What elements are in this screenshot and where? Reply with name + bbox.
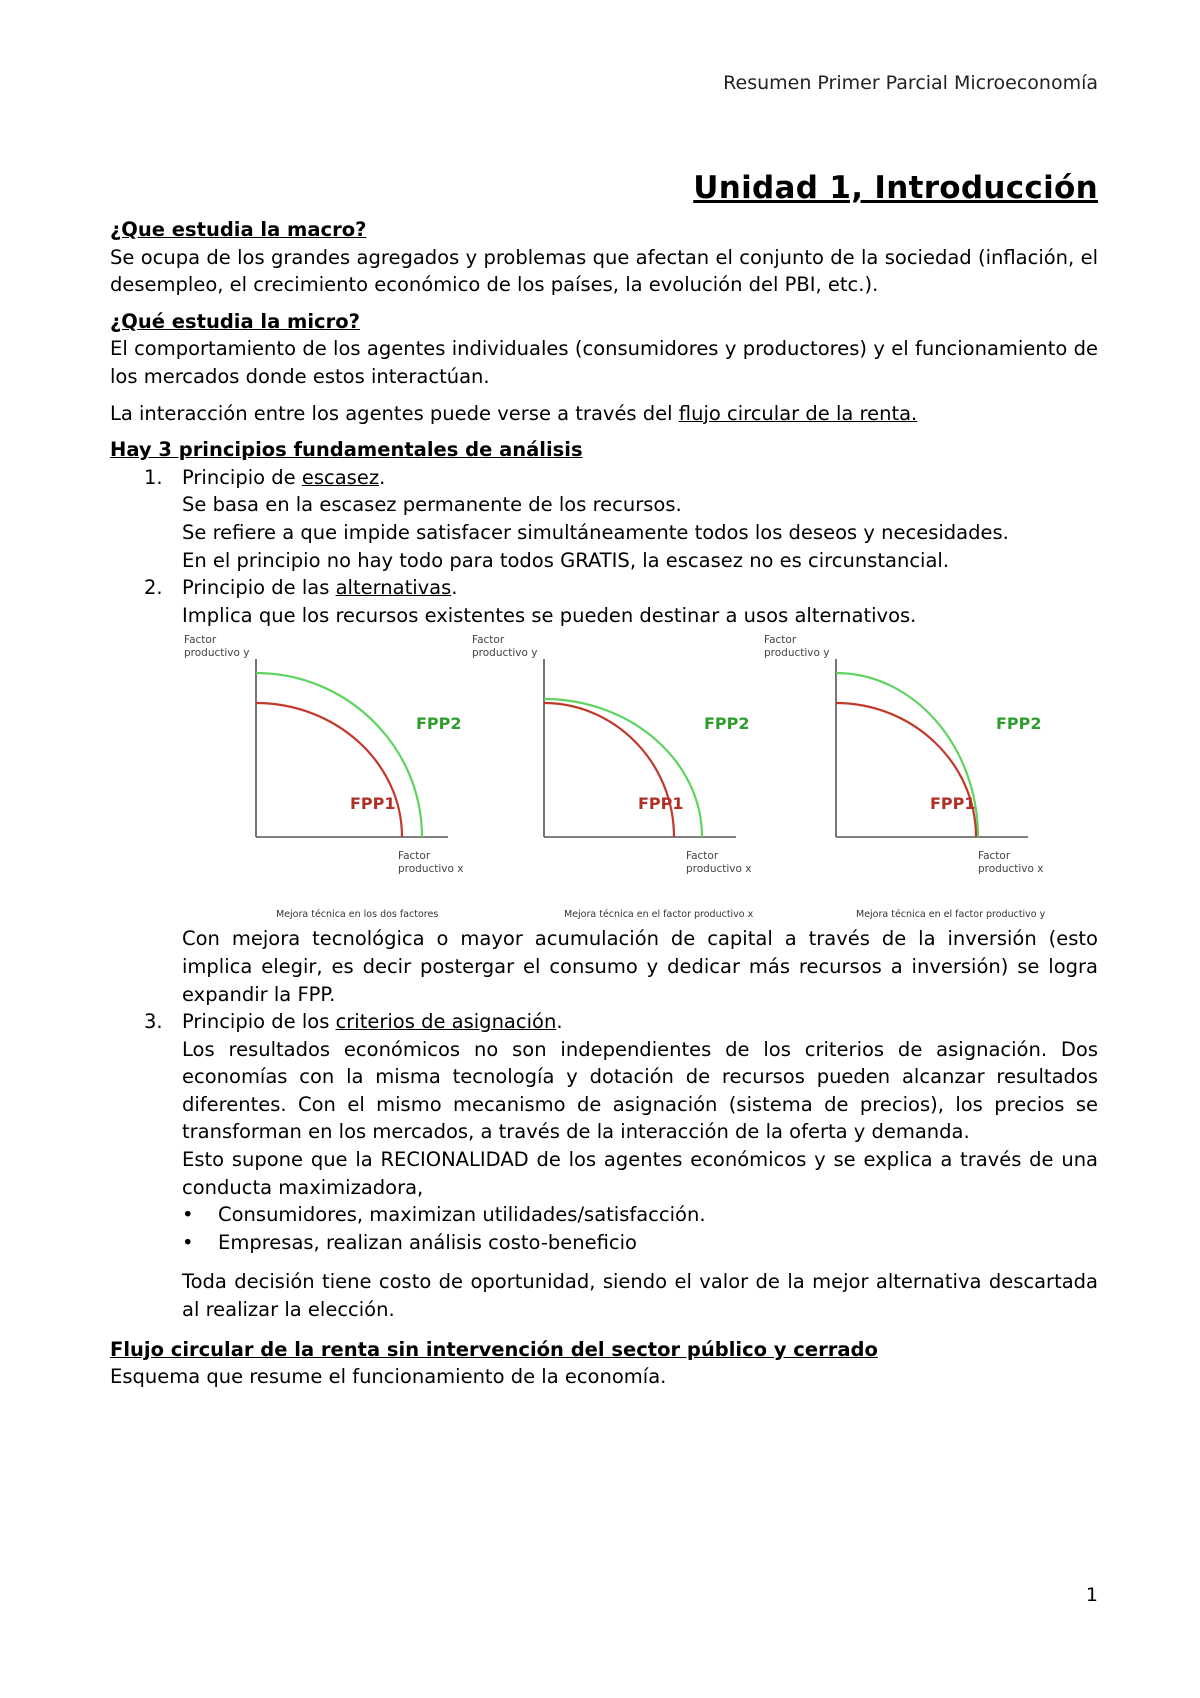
bullet-text: Consumidores, maximizan utilidades/satisfacción.	[218, 1203, 706, 1227]
fpp2-label: FPP2	[704, 714, 750, 734]
fpp1-label: FPP1	[638, 794, 684, 814]
flujo-link[interactable]: flujo circular de la renta.	[678, 401, 918, 425]
fpp1-curve	[836, 703, 976, 837]
fpp1-curve	[544, 703, 674, 837]
principle-title	[182, 464, 1098, 492]
page-title: Unidad 1, Introducción	[693, 170, 1098, 206]
principle-title-end: .	[379, 465, 386, 489]
micro-text: El comportamiento de los agentes individuales (consumidores y productores) y el funcionamiento de los mercados donde estos interactúan.	[110, 337, 1098, 388]
y-axis-label: productivo y	[472, 647, 538, 660]
principle-keyword: alternativas	[335, 576, 452, 600]
flujo-heading: Flujo circular de la renta sin intervención del sector público y cerrado	[110, 1337, 878, 1361]
principle-closing	[110, 1268, 1098, 1323]
principle-title-text: Principio de los	[182, 1010, 336, 1034]
closing-text: Toda decisión tiene costo de oportunidad, siendo el valor de la mejor alternativa descartada al realizar la elección.	[182, 1270, 1098, 1322]
fpp-figure	[182, 629, 1062, 925]
principle-line: Los resultados económicos no son independientes de los criterios de asignación. Dos economías con la misma tecnología y dotación de recursos pueden alcanzar resultados diferentes. Con el mismo mecanismo de asignación (sistema de precios), los precios se transforman en los mercados, a través de la interacción de la oferta y demanda.	[182, 1037, 1098, 1144]
principle-title	[182, 574, 1098, 602]
principle-title-text: Principio de	[182, 465, 302, 489]
principle-keyword: criterios de asignación	[335, 1010, 557, 1034]
principle-line: En el principio no hay todo para todos GRATIS, la escasez no es circunstancial.	[182, 548, 950, 572]
fpp-diagram	[182, 629, 1062, 925]
principle-title-end: .	[451, 576, 458, 600]
y-axis-label: Factor	[184, 634, 217, 647]
principle-line: Esto supone que la RECIONALIDAD de los agentes económicos y se explica a través de una conducta maximizadora,	[182, 1148, 1098, 1199]
principle-item-3	[110, 1008, 1098, 1201]
list-number: 2.	[144, 576, 163, 600]
fpp2-label: FPP2	[996, 714, 1042, 734]
document-body	[110, 216, 1098, 1391]
flujo-text: Esquema que resume el funcionamiento de la economía.	[110, 1365, 667, 1389]
x-axis-label: Factor	[978, 850, 1011, 863]
bullet-icon: •	[182, 1203, 194, 1227]
micro-heading: ¿Qué estudia la micro?	[110, 309, 360, 333]
running-header: Resumen Primer Parcial Microeconomía	[723, 72, 1098, 94]
principle-title	[182, 1008, 1098, 1036]
principle-after-figure: Con mejora tecnológica o mayor acumulación de capital a través de la inversión (esto implica elegir, es decir postergar el consumo y dedicar más recursos a inversión) se logra expandir la FPP.	[182, 927, 1098, 1006]
principle-item-2	[110, 574, 1098, 629]
fpp1-label: FPP1	[930, 794, 976, 814]
fpp1-label: FPP1	[350, 794, 396, 814]
fpp2-curve	[256, 673, 422, 837]
y-axis-label: Factor	[472, 634, 505, 647]
x-axis-label: Factor	[398, 850, 431, 863]
principle-keyword: escasez	[301, 465, 380, 489]
x-axis-label: productivo x	[398, 863, 464, 876]
principle-item-2-continued	[110, 925, 1098, 1008]
fpp2-label: FPP2	[416, 714, 462, 734]
figure-caption: Mejora técnica en los dos factores	[276, 909, 439, 921]
principle-title-end: .	[556, 1010, 563, 1034]
macro-text: Se ocupa de los grandes agregados y problemas que afectan el conjunto de la sociedad (inflación, el desempleo, el crecimiento económico de los países, la evolución del PBI, etc.).	[110, 245, 1098, 297]
x-axis-label: productivo x	[686, 863, 752, 876]
principle-line: Implica que los recursos existentes se pueden destinar a usos alternativos.	[182, 603, 917, 627]
macro-heading: ¿Que estudia la macro?	[110, 218, 367, 241]
principle-line: Se refiere a que impide satisfacer simultáneamente todos los deseos y necesidades.	[182, 520, 1009, 544]
y-axis-label: productivo y	[764, 647, 830, 660]
page-number: 1	[1085, 1584, 1098, 1606]
fpp2-curve	[544, 699, 702, 837]
bullet-item	[110, 1201, 1098, 1229]
x-axis-label: Factor	[686, 850, 719, 863]
principle-line: Se basa en la escasez permanente de los recursos.	[182, 493, 682, 517]
principles-heading: Hay 3 principios fundamentales de análisis	[110, 438, 583, 462]
figure-caption: Mejora técnica en el factor productivo x	[564, 909, 754, 921]
interaction-text	[110, 400, 1098, 428]
principle-title-text: Principio de las	[182, 576, 336, 600]
y-axis-label: Factor	[764, 634, 797, 647]
interaction-before: La interacción entre los agentes puede verse a través del	[110, 401, 679, 425]
y-axis-label: productivo y	[184, 647, 250, 660]
bullet-item	[110, 1229, 1098, 1257]
figure-caption: Mejora técnica en el factor productivo y	[856, 909, 1046, 921]
x-axis-label: productivo x	[978, 863, 1044, 876]
list-number: 3.	[144, 1010, 163, 1034]
bullet-icon: •	[182, 1230, 194, 1254]
fpp1-curve	[256, 703, 402, 837]
bullet-text: Empresas, realizan análisis costo-beneficio	[218, 1230, 637, 1254]
list-number: 1.	[144, 465, 163, 489]
principle-item-1	[110, 464, 1098, 574]
